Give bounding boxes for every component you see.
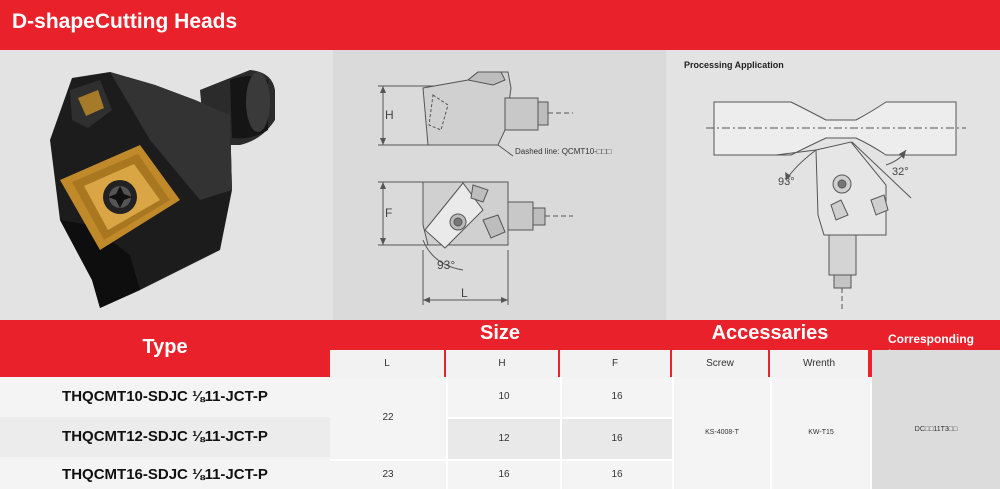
header-size: Size (479, 322, 521, 344)
f-cell-2: 16 (562, 419, 672, 459)
subheader-screw: Screw (672, 350, 770, 377)
insert-cell: DC□□11T3□□ (872, 350, 1000, 489)
app-angle-right: 32° (892, 166, 909, 178)
application-drawing (666, 50, 1000, 320)
cutting-head-photo (0, 50, 333, 320)
processing-application-title: Processing Application (684, 60, 784, 70)
header-corresponding-insert: Corresponding (888, 332, 974, 346)
header-type: Type (142, 336, 188, 358)
dimension-drawing (333, 50, 666, 320)
h-cell-2: 12 (448, 419, 560, 459)
product-photo-panel (0, 50, 333, 320)
application-drawing-panel (666, 50, 1000, 320)
h-cell-3: 16 (448, 461, 560, 489)
dimension-drawing-panel (333, 50, 666, 320)
f-cell-1: 16 (562, 377, 672, 417)
header-bar (0, 0, 1000, 50)
wrench-cell: KW-T15 (772, 377, 870, 489)
subheader-f: F (560, 350, 672, 377)
h-cell-1: 10 (448, 377, 560, 417)
dashed-line-note: Dashed line: QCMT10-□□□ (515, 147, 612, 156)
type-cell-2: THQCMT12-SDJC ⅛11-JCT-P (62, 428, 268, 445)
subheader-l: L (330, 350, 446, 377)
subheader-wrench: Wrenth (770, 350, 870, 377)
dim-label-l: L (461, 286, 468, 300)
page-title: D-shapeCutting Heads (12, 10, 238, 33)
dim-label-h: H (385, 108, 394, 122)
dim-label-angle: 93° (437, 258, 456, 272)
f-cell-3: 16 (562, 461, 672, 489)
app-angle-left: 93° (778, 176, 795, 188)
screw-cell: KS-4008-T (674, 377, 770, 489)
l-cell-row-3: 23 (330, 461, 446, 489)
spec-table (0, 320, 1000, 489)
header-accessories: Accessaries (711, 322, 829, 344)
l-cell-rows-1-2: 22 (330, 377, 446, 459)
type-cell-3: THQCMT16-SDJC ⅛11-JCT-P (62, 466, 268, 483)
dim-label-f: F (385, 206, 393, 220)
image-band (0, 50, 1000, 320)
type-cell-1: THQCMT10-SDJC ⅛11-JCT-P (62, 388, 268, 405)
subheader-h: H (446, 350, 560, 377)
